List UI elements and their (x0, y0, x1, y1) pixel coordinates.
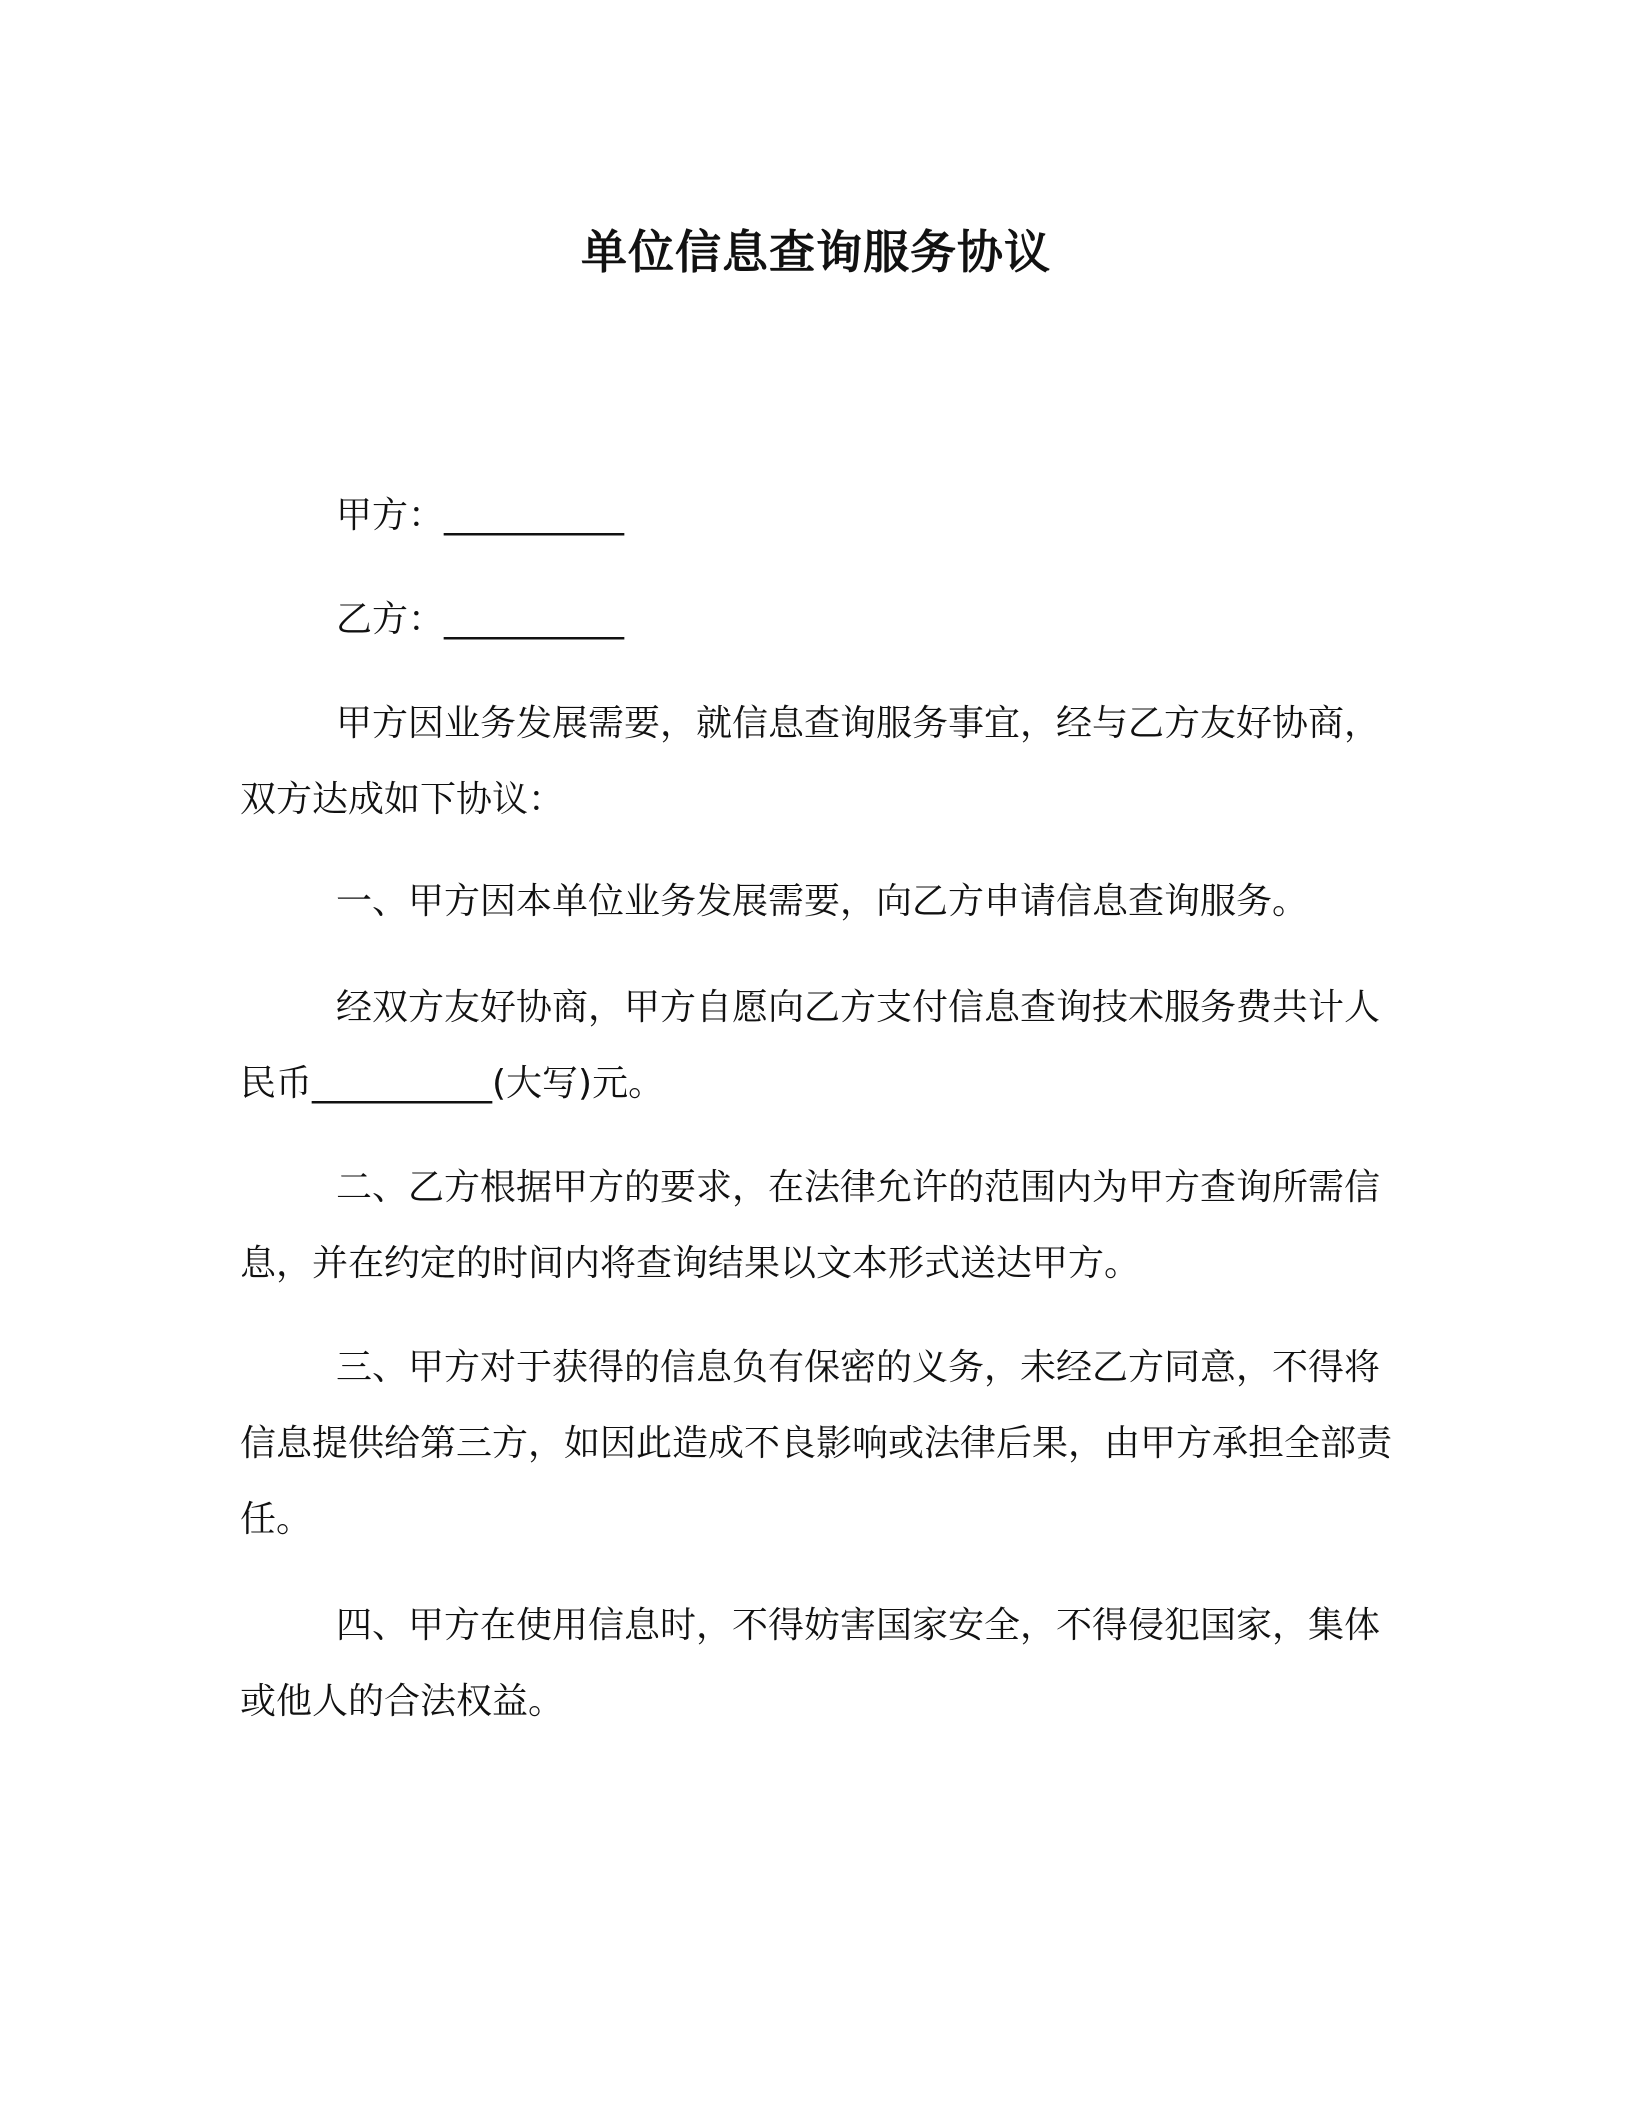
clause-4-paragraph: 四、甲方在使用信息时，不得妨害国家安全，不得侵犯国家，集体或他人的合法权益。 (240, 1605, 1381, 1722)
clause-1-fee-paragraph: 经双方友好协商，甲方自愿向乙方支付信息查询技术服务费共计人民币__________(大写)元。 (240, 987, 1381, 1104)
preamble-paragraph: 甲方因业务发展需要，就信息查询服务事宜，经与乙方友好协商，双方达成如下协议： (240, 703, 1381, 820)
clause-3-paragraph: 三、甲方对于获得的信息负有保密的义务，未经乙方同意，不得将信息提供给第三方，如因此造成不良影响或法律后果，由甲方承担全部责任。 (240, 1347, 1393, 1540)
clause-2-paragraph: 二、乙方根据甲方的要求，在法律允许的范围内为甲方查询所需信息，并在约定的时间内将查询结果以文本形式送达甲方。 (240, 1167, 1381, 1284)
document-title: 单位信息查询服务协议 (581, 225, 1051, 279)
clause-1-paragraph: 一、甲方因本单位业务发展需要，向乙方申请信息查询服务。 (336, 881, 1309, 922)
party-a-line: 甲方：__________ (336, 495, 625, 536)
party-b-line: 乙方：__________ (336, 599, 625, 640)
